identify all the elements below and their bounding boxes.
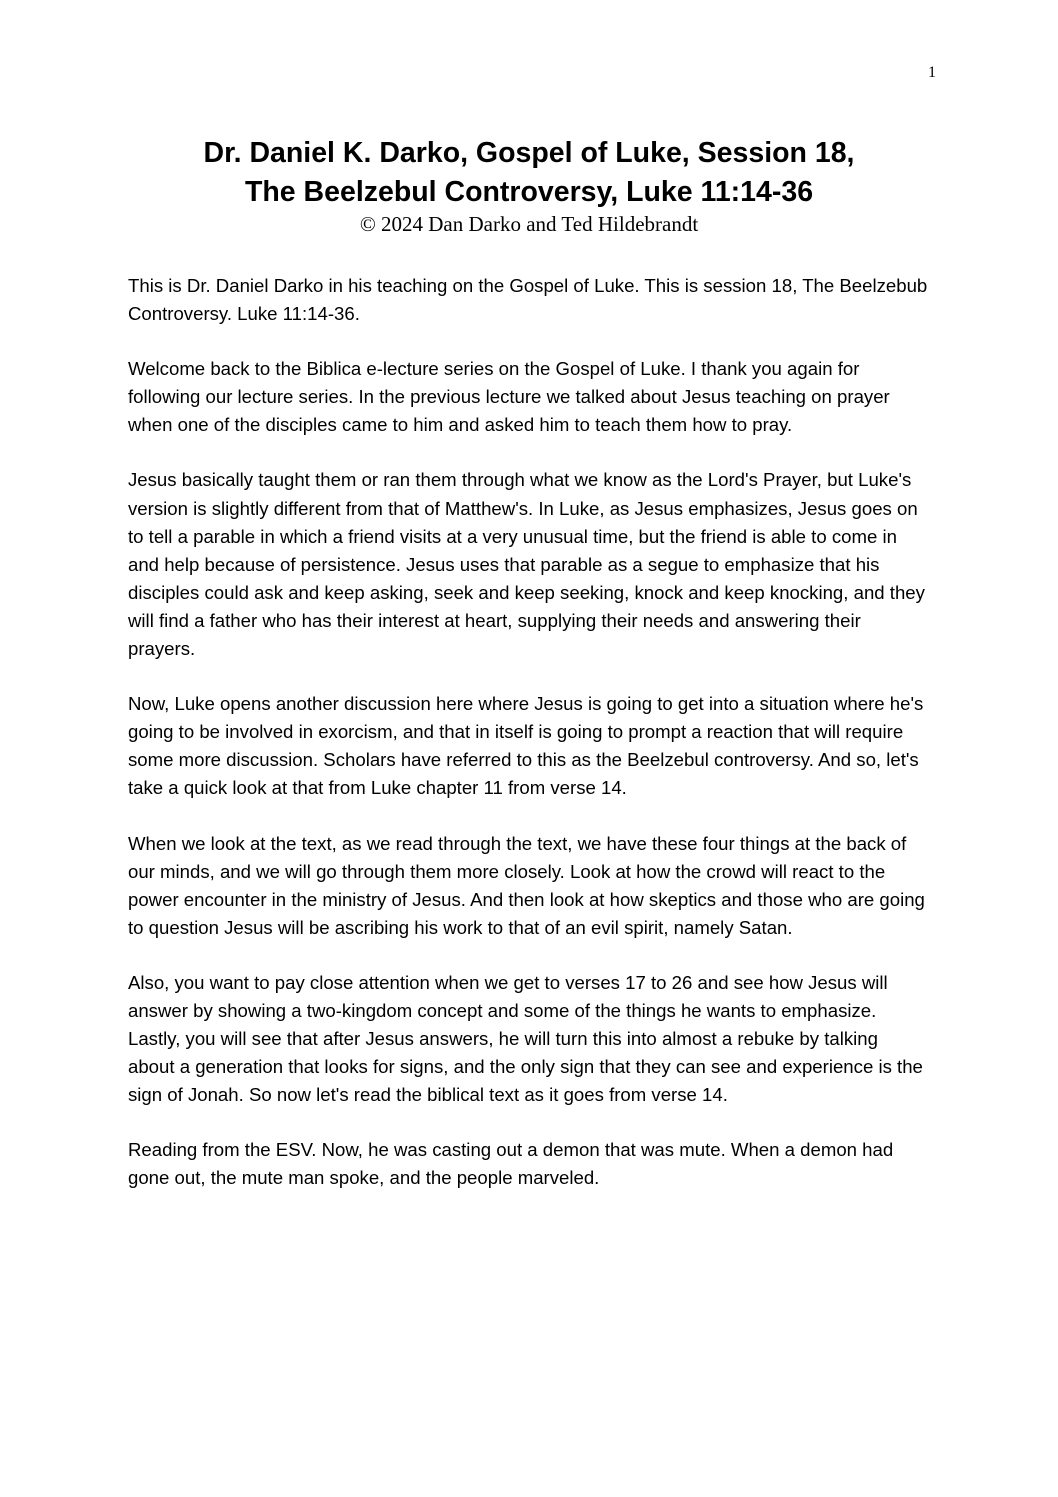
page-number: 1 xyxy=(928,64,936,81)
paragraph: This is Dr. Daniel Darko in his teaching on the Gospel of Luke. This is session 18, The Beelzebub Controversy. Luke 11:14-36. xyxy=(128,275,928,325)
copyright-notice: © 2024 Dan Darko and Ted Hildebrandt xyxy=(359,212,699,236)
paragraph: Jesus basically taught them or ran them through what we know as the Lord's Prayer, but Luke's version is slightly different from that of Matthew's. In Luke, as Jesus emphasizes, Jesus goes on to tell a parable in which a friend visits at a very unusual time, but the friend is able to come in and help because of persistence. Jesus uses that parable as a segue to emphasize that his disciples could ask and keep asking, seek and keep seeking, knock and keep knocking, and they will find a father who has their interest at heart, supplying their needs and answering their prayers. xyxy=(128,469,925,660)
paragraph: Also, you want to pay close attention when we get to verses 17 to 26 and see how Jesus will answer by showing a two-kingdom concept and some of the things he wants to emphasize. Lastly, you will see that after Jesus answers, he will turn this into almost a rebuke by talking about a generation that looks for signs, and the only sign that they can see and experience is the sign of Jonah. So now let's read the biblical text as it goes from verse 14. xyxy=(128,971,923,1106)
document-body xyxy=(128,272,928,1220)
document-title xyxy=(100,134,958,212)
paragraph: When we look at the text, as we read through the text, we have these four things at the back of our minds, and we will go through them more closely. Look at how the crowd will react to the power encounter in the ministry of Jesus. And then look at how skeptics and those who are going to question Jesus will be ascribing his work to that of an evil spirit, namely Satan. xyxy=(128,832,925,938)
paragraph: Now, Luke opens another discussion here where Jesus is going to get into a situation where he's going to be involved in exorcism, and that in itself is going to prompt a reaction that will require some more discussion. Scholars have referred to this as the Beelzebul controversy. And so, let's take a quick look at that from Luke chapter 11 from verse 14. xyxy=(128,693,924,799)
paragraph: Reading from the ESV. Now, he was casting out a demon that was mute. When a demon had gone out, the mute man spoke, and the people marveled. xyxy=(128,1139,894,1189)
paragraph: Welcome back to the Biblica e-lecture series on the Gospel of Luke. I thank you again for following our lecture series. In the previous lecture we talked about Jesus teaching on prayer when one of the disciples came to him and asked him to teach them how to pray. xyxy=(128,358,890,436)
title-line-2: The Beelzebul Controversy, Luke 11:14-36 xyxy=(244,176,814,208)
document-header xyxy=(100,134,958,237)
title-line-1: Dr. Daniel K. Darko, Gospel of Luke, Session 18, xyxy=(203,137,855,169)
